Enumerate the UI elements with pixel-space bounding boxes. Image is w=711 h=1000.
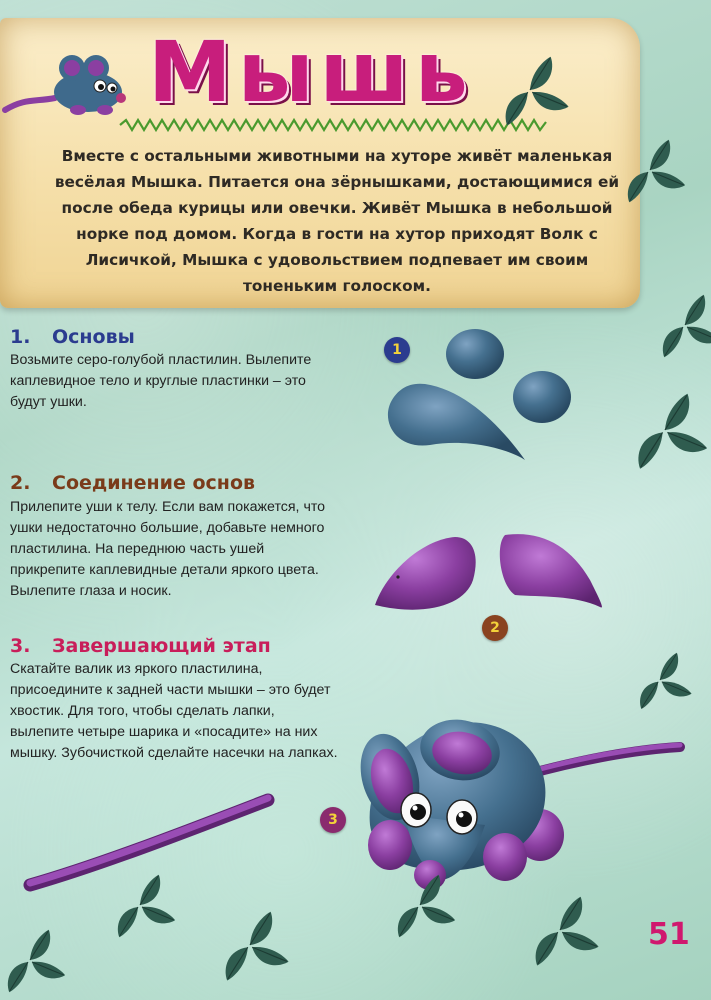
step-3-number: 3. (10, 635, 31, 657)
step-2-title: Соединение основ (52, 472, 256, 494)
step-3-text: Скатайте валик из яркого пластилина, присоедините к задней части мышки – это будет хвостик. Для того, чтобы сделать лапки, вылепите четыре шарика и «посадите» на них мышку. Зубочисткой сделайте насечки на лапках. (10, 661, 338, 761)
step-1-badge: 1 (384, 337, 410, 363)
page-number: 51 (648, 917, 690, 952)
step-1-text: Возьмите серо-голубой пластилин. Вылепите каплевидное тело и круглые пластинки – это будут ушки. (10, 352, 312, 410)
step-2-badge: 2 (482, 615, 508, 641)
step-2-text: Прилепите уши к телу. Если вам покажется, что ушки недостаточно большие, добавьте немного пластилина. На переднюю часть ушей прикрепите каплевидные детали яркого цвета. Вылепите глаза и носик. (10, 499, 326, 599)
page-title: Мышь (148, 23, 474, 121)
intro-text: Вместе с остальными животными на хуторе живёт маленькая весёлая Мышка. Питается она зёрнышками, достающимися ей после обеда курицы или овечки. Живёт Мышка в небольшой норке под домом. Когда в гости на хутор приходят Волк с Лисичкой, Мышка с удовольствием подпевает им своим тоненьким голоском. (54, 147, 620, 295)
step-1-number: 1. (10, 326, 31, 348)
step-1-title: Основы (52, 326, 135, 348)
step-3-badge: 3 (320, 807, 346, 833)
step-2-number: 2. (10, 472, 31, 494)
step-3-title: Завершающий этап (52, 635, 271, 657)
